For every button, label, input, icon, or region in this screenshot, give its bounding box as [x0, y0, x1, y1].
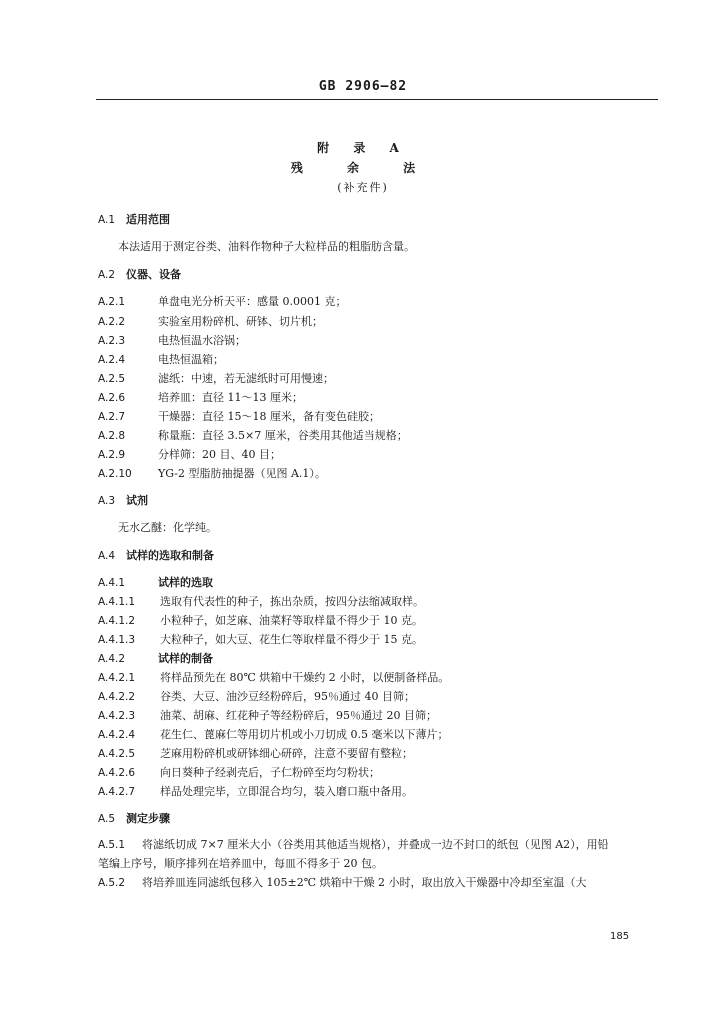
list-item: [98, 709, 437, 723]
item-text: 选取有代表性的种子，拣出杂质，按四分法缩减取样。: [160, 595, 424, 608]
list-item: [98, 838, 609, 852]
list-item: [98, 876, 587, 890]
section-title: 试剂: [126, 494, 148, 507]
list-item: [98, 353, 224, 367]
page-number: 185: [610, 931, 630, 942]
section-a2-heading: [98, 268, 181, 282]
item-text: 分样筛：20 目、40 目；: [158, 448, 281, 461]
list-item: [98, 690, 415, 704]
list-item: [98, 728, 449, 742]
item-text-continuation: 笔编上序号，顺序排列在培养皿中，每皿不得多于 20 包。: [98, 857, 383, 870]
item-number: A.4.2: [98, 653, 126, 665]
item-number: A.4.1.2: [98, 615, 136, 627]
section-number: A.3: [98, 495, 116, 507]
item-number: A.2.9: [98, 449, 126, 461]
section-number: A.2: [98, 269, 116, 281]
item-number: A.4.1: [98, 577, 126, 589]
item-text: 干燥器：直径 15～18 厘米，备有变色硅胶；: [158, 410, 380, 423]
item-number: A.4.1.3: [98, 634, 136, 646]
item-text: 电热恒温箱；: [158, 353, 224, 366]
section-a4-heading: [98, 549, 214, 563]
subsection-title: 试样的制备: [158, 652, 213, 665]
item-text: 滤纸：中速，若无滤纸时可用慢速；: [158, 372, 334, 385]
list-item: [98, 448, 281, 462]
appendix-title: 附 录 A: [317, 141, 409, 155]
item-text: 芝麻用粉碎机或研钵细心研碎，注意不要留有整粒；: [160, 747, 413, 760]
section-a5-heading: [98, 812, 170, 826]
item-text: 向日葵种子经剥壳后，子仁粉碎至均匀粉状；: [160, 766, 380, 779]
section-title: 适用范围: [126, 213, 170, 226]
section-a3-heading: [98, 494, 148, 508]
list-item: [98, 467, 326, 481]
item-number: A.4.2.4: [98, 729, 136, 741]
item-text: 将培养皿连同滤纸包移入 105±2℃ 烘箱中干燥 2 小时，取出放入干燥器中冷却至室温（大: [142, 876, 587, 889]
item-text: 谷类、大豆、油沙豆经粉碎后，95％通过 40 目筛；: [160, 690, 415, 703]
item-number: A.2.4: [98, 354, 126, 366]
list-item: [98, 391, 303, 405]
list-item: [98, 747, 413, 761]
item-number: A.4.2.6: [98, 767, 136, 779]
list-item: [98, 785, 413, 799]
header-rule: [96, 99, 658, 100]
section-title: 测定步骤: [126, 812, 170, 825]
section-a3-text: 无水乙醚：化学纯。: [118, 521, 217, 534]
item-number: A.4.1.1: [98, 596, 136, 608]
list-item: [98, 766, 380, 780]
method-title: 残 余 法: [290, 161, 436, 175]
item-number: A.4.2.2: [98, 691, 136, 703]
standard-number: GB 2906—82: [318, 79, 408, 94]
item-text: 小粒种子，如芝麻、油菜籽等取样量不得少于 10 克。: [160, 614, 423, 627]
section-title: 仪器、设备: [126, 268, 181, 281]
item-number: A.4.2.1: [98, 672, 136, 684]
item-text: 大粒种子，如大豆、花生仁等取样量不得少于 15 克。: [160, 633, 423, 646]
item-text: 样品处理完毕，立即混合均匀，装入磨口瓶中备用。: [160, 785, 413, 798]
section-number: A.4: [98, 550, 116, 562]
item-number: A.5.1: [98, 839, 126, 851]
list-item: [98, 295, 346, 309]
item-number: A.2.6: [98, 392, 126, 404]
list-item: [98, 595, 424, 609]
item-number: A.2.7: [98, 411, 126, 423]
list-item: [98, 614, 423, 628]
section-title: 试样的选取和制备: [126, 549, 214, 562]
list-item: [98, 315, 323, 329]
subsection-a41-heading: [98, 576, 213, 590]
item-text: 称量瓶：直径 3.5×7 厘米，谷类用其他适当规格；: [158, 429, 408, 442]
section-number: A.5: [98, 813, 116, 825]
item-text: 培养皿：直径 11～13 厘米；: [158, 391, 303, 404]
section-a1-text: 本法适用于测定谷类、油料作物种子大粒样品的粗脂肪含量。: [118, 240, 415, 253]
item-number: A.4.2.5: [98, 748, 136, 760]
list-item: [98, 410, 380, 424]
item-number: A.5.2: [98, 877, 126, 889]
list-item: [98, 429, 408, 443]
list-item: [98, 671, 449, 685]
subsection-title: 试样的选取: [158, 576, 213, 589]
list-item: [98, 633, 423, 647]
item-text: YG-2 型脂肪抽提器（见图 A.1）。: [158, 467, 326, 480]
item-number: A.2.1: [98, 296, 126, 308]
item-number: A.2.10: [98, 468, 132, 480]
item-text: 将样品预先在 80℃ 烘箱中干燥约 2 小时，以便制备样品。: [160, 671, 450, 684]
list-item: [98, 334, 246, 348]
item-text: 花生仁、蓖麻仁等用切片机或小刀切成 0.5 毫米以下薄片；: [160, 728, 449, 741]
item-number: A.2.3: [98, 335, 126, 347]
item-text: 电热恒温水浴锅；: [158, 334, 246, 347]
item-number: A.4.2.3: [98, 710, 136, 722]
item-number: A.2.5: [98, 373, 126, 385]
list-item: [98, 372, 334, 386]
section-a1-heading: [98, 213, 170, 227]
item-number: A.2.2: [98, 316, 126, 328]
item-number: A.2.8: [98, 430, 126, 442]
item-text: 单盘电光分析天平：感量 0.0001 克；: [158, 295, 347, 308]
subsection-a42-heading: [98, 652, 213, 666]
item-text: 油菜、胡麻、红花种子等经粉碎后，95％通过 20 目筛；: [160, 709, 437, 722]
section-number: A.1: [98, 214, 116, 226]
item-text: 将滤纸切成 7×7 厘米大小（谷类用其他适当规格），并叠成一边不封口的纸包（见图 A2），用铅: [142, 838, 609, 851]
item-text: 实验室用粉碎机、研钵、切片机；: [158, 315, 323, 328]
appendix-note: (补充件): [337, 181, 389, 194]
item-number: A.4.2.7: [98, 786, 136, 798]
